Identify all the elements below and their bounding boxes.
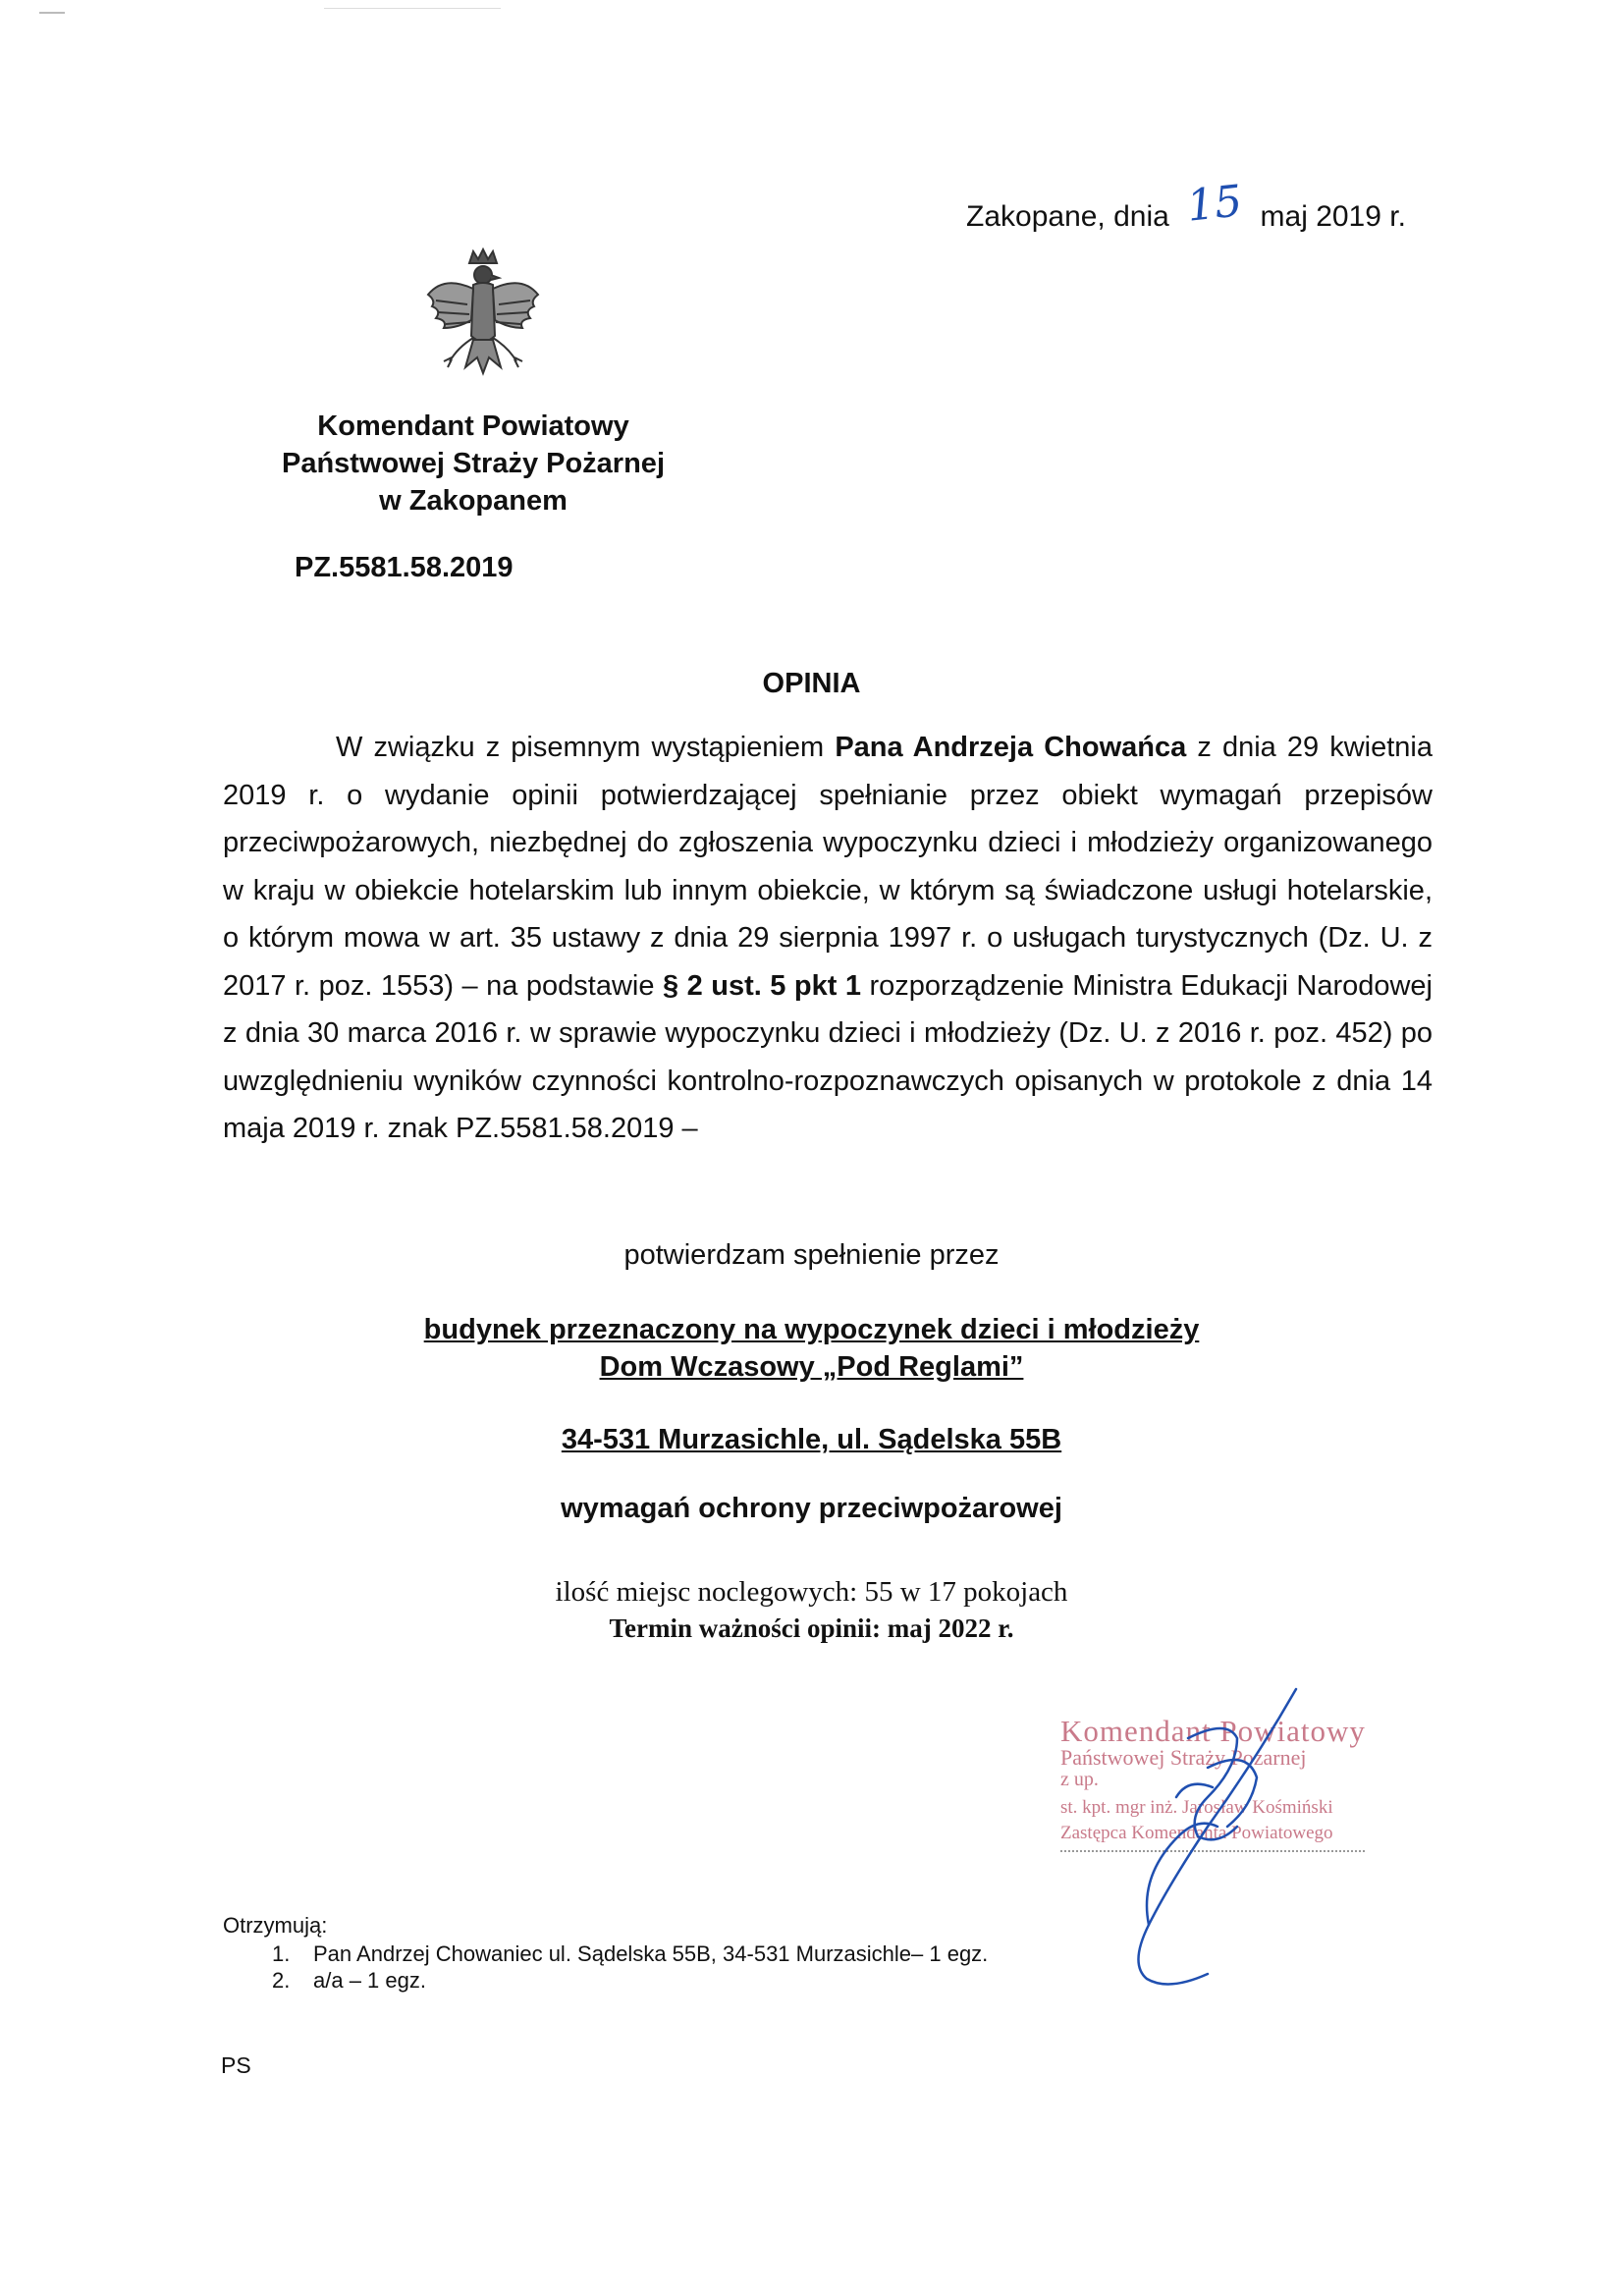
stamp-line: Komendant Powiatowy xyxy=(1060,1714,1366,1748)
handwritten-day: 15 xyxy=(1184,176,1245,232)
issuer-line: Państwowej Straży Pożarnej xyxy=(281,448,665,479)
list-item: 1. Pan Andrzej Chowaniec ul. Sądelska 55B, 34-531 Murzasichle– 1 egz. xyxy=(272,1941,989,1966)
issuer-line: w Zakopanem xyxy=(379,485,568,517)
footer-initials: PS xyxy=(221,2052,251,2078)
stamp-line: st. kpt. mgr inż. Jarosław Kośmiński xyxy=(1060,1797,1333,1818)
body-text-3: z dnia 29 kwietnia 2019 r. o wydanie opinii potwierdzającej spełnianie przez obiekt wymagań przepisów przeciwpożarowych, niezbędnej do zgłoszenia wypoczynku dzieci i młodzieży organizowanego w kraju w obiekcie hotelarskim lub innym obiekcie, w którym są świadczone usługi hotelarskie, o którym mowa w art. 35 ustawy z dnia 29 sierpnia 1997 r. o usługach turystycznych (Dz. U. z 2017 r. poz. 1553) – na podstawie xyxy=(223,732,1433,1002)
issuer-block xyxy=(218,408,729,519)
building-line: budynek przeznaczony na wypoczynek dzieci i młodzieży xyxy=(423,1314,1200,1345)
body-text-1: W związku z pisemnym wystąpieniem xyxy=(336,732,836,763)
scan-artifact xyxy=(324,8,501,9)
body-paragraph xyxy=(223,724,1433,1153)
polish-eagle-emblem-icon xyxy=(422,246,544,393)
validity-term: Termin ważności opinii: maj 2022 r. xyxy=(609,1613,1014,1643)
handwritten-signature xyxy=(1090,1679,1316,1994)
body-text-5: rozporządzenie Ministra Edukacji Narodowej z dnia 30 marca 2016 r. w sprawie wypoczynku dzieci i młodzieży (Dz. U. z 2016 r. poz. 452) po uwzględnieniu wyników czynności kontrolno-rozpoznawczych opisanych w protokole z dnia 14 maja 2019 r. znak PZ.5581.58.2019 – xyxy=(223,969,1434,1144)
place-prefix: Zakopane, dnia xyxy=(966,200,1169,233)
reference-number: PZ.5581.58.2019 xyxy=(295,552,514,583)
document-title: OPINIA xyxy=(762,668,861,699)
stamp-line: z up. xyxy=(1060,1769,1099,1790)
stamp-line: Państwowej Straży Pożarnej xyxy=(1060,1745,1307,1770)
confirm-text: potwierdzam spełnienie przez xyxy=(623,1239,1000,1271)
beds-count: ilość miejsc noclegowych: 55 w 17 pokojach xyxy=(555,1576,1068,1608)
list-item: 2. a/a – 1 egz. xyxy=(272,1968,426,1993)
scan-artifact xyxy=(39,12,65,14)
requirement-text: wymagań ochrony przeciwpożarowej xyxy=(561,1493,1062,1524)
building-name: Dom Wczasowy „Pod Reglami” xyxy=(599,1351,1024,1383)
issuer-line: Komendant Powiatowy xyxy=(317,410,629,442)
place-date xyxy=(966,176,1406,237)
recipients-list xyxy=(272,1941,988,1994)
building-address: 34-531 Murzasichle, ul. Sądelska 55B xyxy=(561,1424,1062,1455)
stamp-line: Zastępca Komendanta Powiatowego xyxy=(1060,1823,1333,1843)
place-suffix: maj 2019 r. xyxy=(1260,200,1406,233)
body-applicant: Pana Andrzeja Chowańca xyxy=(835,732,1187,763)
recipients-label: Otrzymują: xyxy=(223,1913,328,1938)
body-legal-basis: § 2 ust. 5 pkt 1 xyxy=(663,969,862,1002)
